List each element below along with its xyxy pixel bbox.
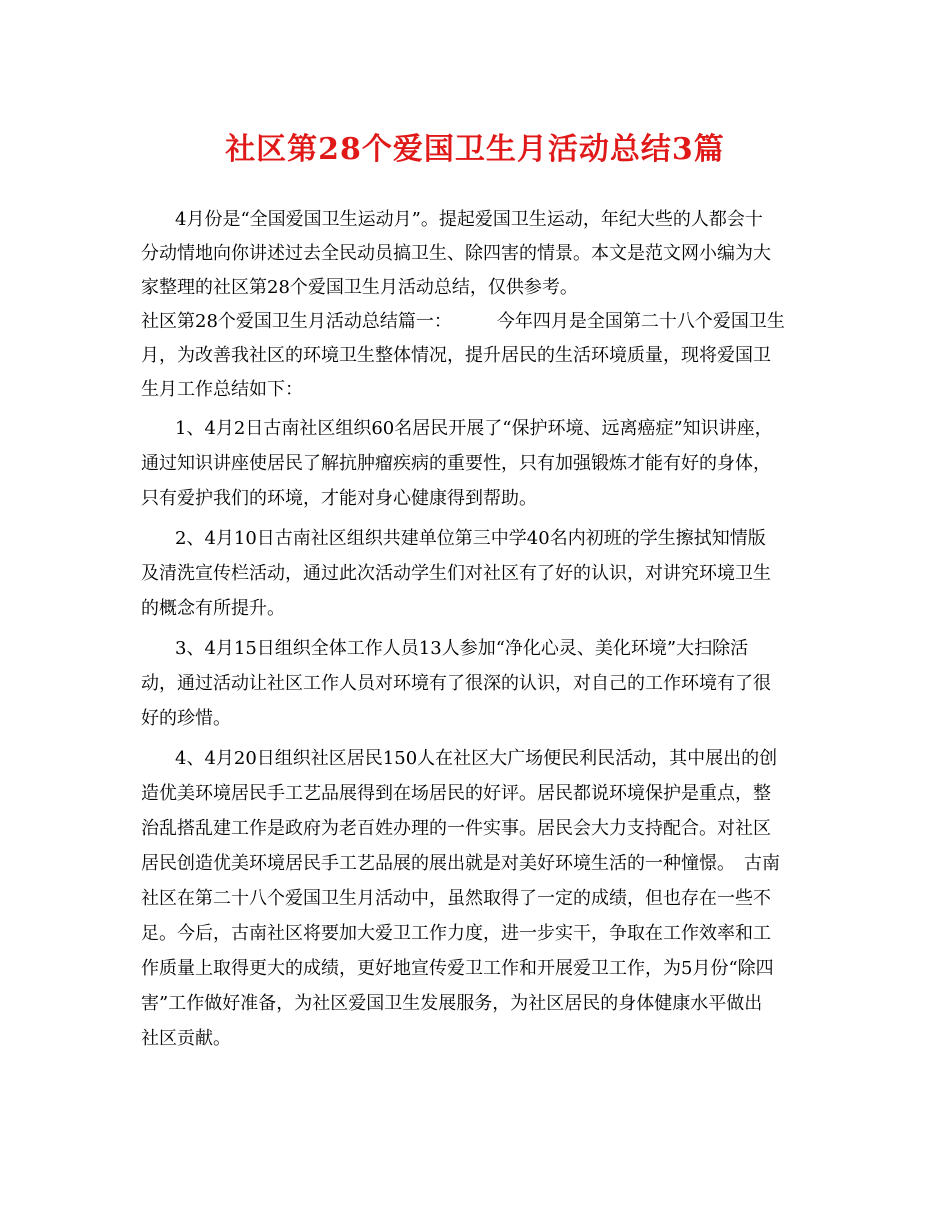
text-line: 足。今后，古南社区将要加大爱卫工作力度，进一步实干，争取在工作效率和工 (141, 923, 771, 944)
text-line: 的概念有所提升。 (141, 598, 285, 619)
text-line: 通过知识讲座使居民了解抗肿瘤疾病的重要性，只有加强锻炼才能有好的身体， (141, 453, 771, 474)
text-line: 造优美环境居民手工艺品展得到在场居民的好评。居民都说环境保护是重点，整 (141, 783, 771, 804)
text-line: 作质量上取得更大的成绩，更好地宣传爱卫工作和开展爱卫工作，为5月份“除四 (141, 958, 774, 979)
text-line: 社区在第二十八个爱国卫生月活动中，虽然取得了一定的成绩，但也存在一些不 (141, 888, 771, 909)
text-line: 生月工作总结如下： (141, 379, 303, 400)
text-line: 害”工作做好准备，为社区爱国卫生发展服务，为社区居民的身体健康水平做出 (141, 993, 763, 1014)
text-line: 3、4月15日组织全体工作人员13人参加“净化心灵、美化环境”大扫除活 (175, 638, 749, 659)
text-line: 2、4月10日古南社区组织共建单位第三中学40名内初班的学生擦拭知情版 (175, 528, 766, 549)
text-line: 4、4月20日组织社区居民150人在社区大广场便民利民活动，其中展出的创 (175, 748, 778, 769)
text-line: 居民创造优美环境居民手工艺品展的展出就是对美好环境生活的一种憧憬。 古南 (141, 853, 780, 874)
text-line: 月，为改善我社区的环境卫生整体情况，提升居民的生活环境质量，现将爱国卫 (141, 345, 771, 366)
text-line: 动，通过活动让社区工作人员对环境有了很深的认识，对自己的工作环境有了很 (141, 673, 771, 694)
text-line: 1、4月2日古南社区组织60名居民开展了“保护环境、远离癌症”知识讲座， (175, 418, 773, 439)
document-title: 社区第28个爱国卫生月活动总结3篇 (225, 132, 725, 167)
text-line: 治乱搭乱建工作是政府为老百姓办理的一件实事。居民会大力支持配合。对社区 (141, 818, 771, 839)
text-line: 分动情地向你讲述过去全民动员搞卫生、除四害的情景。本文是范文网小编为大 (141, 243, 771, 264)
text-line: 家整理的社区第28个爱国卫生月活动总结，仅供参考。 (141, 277, 578, 298)
text-line: 好的珍惜。 (141, 708, 231, 729)
text-line: 社区第28个爱国卫生月活动总结篇一： 今年四月是全国第二十八个爱国卫生 (141, 311, 785, 332)
text-line: 4月份是“全国爱国卫生运动月”。提起爱国卫生运动，年纪大些的人都会十 (175, 209, 763, 230)
text-line: 及清洗宣传栏活动，通过此次活动学生们对社区有了好的认识，对讲究环境卫生 (141, 563, 771, 584)
text-line: 社区贡献。 (141, 1028, 231, 1049)
text-line: 只有爱护我们的环境，才能对身心健康得到帮助。 (141, 488, 537, 509)
